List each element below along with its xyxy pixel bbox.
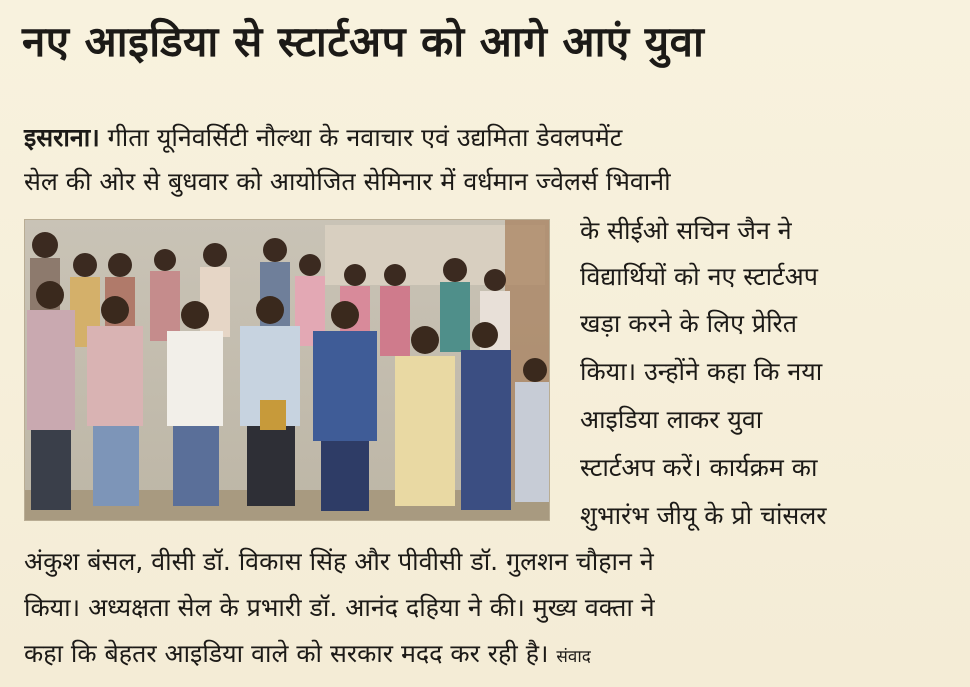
headline: नए आइडिया से स्टार्टअप को आगे आएं युवा <box>22 17 705 66</box>
group-photo <box>24 219 550 521</box>
article-line-1 <box>24 118 944 158</box>
article-line-12 <box>24 634 944 677</box>
byline-credit: संवाद <box>556 647 591 667</box>
group-photo-illustration <box>25 220 549 520</box>
article-line-12-text: कहा कि बेहतर आइडिया वाले को सरकार मदद कर रही है। <box>24 639 549 668</box>
article-line-5: खड़ा करने के लिए प्रेरित <box>580 309 798 338</box>
dateline: इसराना। <box>24 123 100 152</box>
article-line-1-text: गीता यूनिवर्सिटी नौल्था के नवाचार एवं उद्यमिता डेवलपमेंट <box>99 123 623 152</box>
article-line-4: विद्यार्थियों को नए स्टार्टअप <box>580 262 818 291</box>
article-line-8: स्टार्टअप करें। कार्यक्रम का <box>580 453 818 482</box>
article-line-9: शुभारंभ जीयू के प्रो चांसलर <box>580 501 827 530</box>
article-line-3: के सीईओ सचिन जैन ने <box>580 216 792 245</box>
article-line-11: किया। अध्यक्षता सेल के प्रभारी डॉ. आनंद दहिया ने की। मुख्य वक्ता ने <box>24 593 655 622</box>
article-line-6: किया। उन्होंने कहा कि नया <box>580 357 823 386</box>
article-line-2: सेल की ओर से बुधवार को आयोजित सेमिनार में वर्धमान ज्वेलर्स भिवानी <box>24 167 671 196</box>
article-line-7: आइडिया लाकर युवा <box>580 405 763 434</box>
article-line-10: अंकुश बंसल, वीसी डॉ. विकास सिंह और पीवीसी डॉ. गुलशन चौहान ने <box>24 547 654 576</box>
